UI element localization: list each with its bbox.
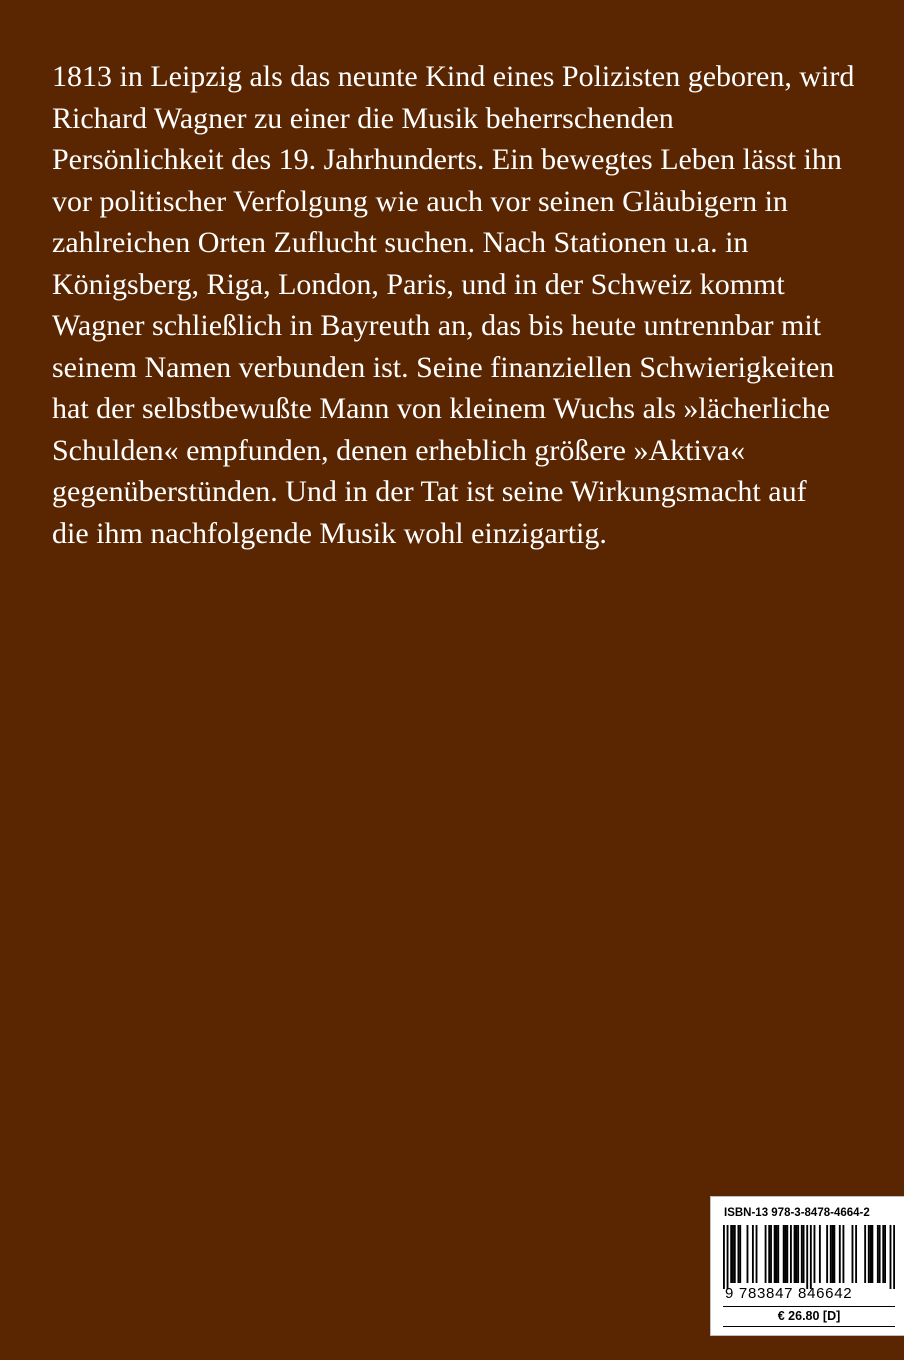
barcode-bar [756, 1225, 758, 1283]
barcode-bar [870, 1225, 872, 1283]
barcode-bar [747, 1225, 749, 1283]
barcode-bar [794, 1225, 796, 1283]
blurb-line: Persönlichkeit des 19. Jahrhunderts. Ein bewegtes Leben lässt ihn [52, 143, 842, 176]
barcode-bar [810, 1225, 812, 1289]
barcode-bar [842, 1225, 844, 1283]
barcode-bar [739, 1225, 741, 1283]
blurb-line: zahlreichen Orten Zuflucht suchen. Nach Stationen u.a. in [52, 226, 749, 259]
barcode-bar [734, 1225, 736, 1283]
barcode-bar [832, 1225, 834, 1283]
barcode-bar [777, 1225, 779, 1283]
barcode-bar [732, 1225, 734, 1283]
barcode-bar [877, 1225, 879, 1283]
barcode-bar [864, 1225, 866, 1283]
price-label: € 26.80 [D] [723, 1306, 895, 1327]
barcode-bar [785, 1225, 787, 1283]
isbn-barcode-block [710, 1196, 904, 1336]
barcode-bar [776, 1225, 778, 1283]
barcode-bar [868, 1225, 870, 1283]
barcode-bar [803, 1225, 805, 1283]
barcode-bar [737, 1225, 739, 1283]
barcode-digits: 9 783847 846642 [725, 1285, 853, 1302]
barcode-bar [855, 1225, 857, 1283]
barcode-bar [730, 1225, 732, 1283]
barcode-bar [723, 1225, 725, 1289]
barcode-bar [852, 1225, 854, 1283]
barcode-bar [871, 1225, 873, 1283]
barcode-bar [819, 1225, 821, 1283]
blurb-line: Wagner schließlich in Bayreuth an, das bis heute untrennbar mit [52, 309, 822, 342]
blurb-line: Schulden« empfunden, denen erheblich größere »Aktiva« [52, 433, 746, 467]
blurb-text [52, 56, 855, 554]
barcode-bar [765, 1225, 767, 1283]
blurb-line: vor politischer Verfolgung wie auch vor seinen Gläubigern in [52, 184, 788, 218]
barcode-bar [814, 1225, 816, 1283]
isbn-label: ISBN-13 978-3-8478-4664-2 [724, 1207, 870, 1219]
blurb-line: hat der selbstbewußte Mann von kleinem Wuchs als »lächerliche [52, 392, 831, 425]
blurb-line: gegenüberstünden. Und in der Tat ist seine Wirkungsmacht auf [52, 475, 807, 508]
barcode-bar [893, 1225, 895, 1289]
barcode-bar [806, 1225, 808, 1289]
blurb-line: 1813 in Leipzig als das neunte Kind eines Polizisten geboren, wird [52, 60, 855, 93]
barcode-bar [879, 1225, 881, 1283]
barcode-bar [770, 1225, 772, 1283]
barcode-bar [801, 1225, 803, 1283]
barcode-bar [783, 1225, 785, 1283]
barcode-bar [890, 1225, 892, 1289]
barcode-bar [786, 1225, 788, 1283]
barcode-bar [768, 1225, 770, 1283]
barcode-bar [839, 1225, 841, 1283]
barcode-bar [884, 1225, 886, 1283]
barcode-bar [795, 1225, 797, 1283]
barcode-icon [723, 1225, 895, 1289]
blurb-line: die ihm nachfolgende Musik wohl einzigartig. [52, 516, 607, 550]
barcode-bar [727, 1225, 729, 1289]
barcode-bar [882, 1225, 884, 1283]
barcode-bar [774, 1225, 776, 1283]
barcode-bar [833, 1225, 835, 1283]
barcode-bar [752, 1225, 754, 1283]
blurb-line: seinem Namen verbunden ist. Seine finanziellen Schwierigkeiten [52, 350, 835, 384]
barcode-bar [826, 1225, 828, 1283]
barcode-bar [830, 1225, 832, 1283]
barcode-bar [790, 1225, 792, 1283]
blurb-line: Richard Wagner zu einer die Musik beherrschenden [52, 101, 674, 135]
blurb-line: Königsberg, Riga, London, Paris, und in der Schweiz kommt [52, 267, 785, 301]
barcode-bar [797, 1225, 799, 1283]
